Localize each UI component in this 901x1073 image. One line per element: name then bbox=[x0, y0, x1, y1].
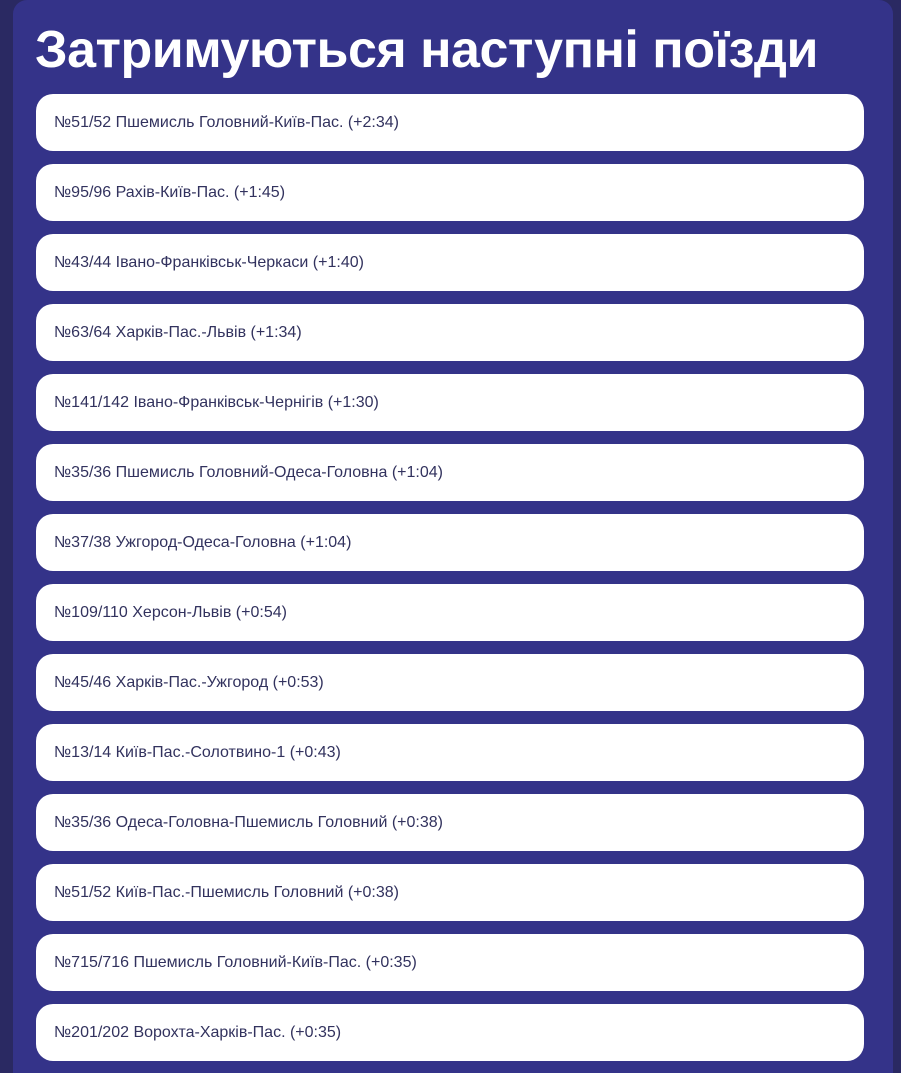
train-row-label: №109/110 Херсон-Львів (+0:54) bbox=[54, 603, 287, 621]
train-row bbox=[36, 234, 864, 291]
train-row-label: №37/38 Ужгород-Одеса-Головна (+1:04) bbox=[54, 533, 352, 551]
train-row-label: №43/44 Івано-Франківськ-Черкаси (+1:40) bbox=[54, 253, 364, 271]
train-row bbox=[36, 304, 864, 361]
train-row bbox=[36, 444, 864, 501]
train-row bbox=[36, 1004, 864, 1061]
train-row bbox=[36, 374, 864, 431]
train-row bbox=[36, 514, 864, 571]
train-row bbox=[36, 654, 864, 711]
train-row-label: №45/46 Харків-Пас.-Ужгород (+0:53) bbox=[54, 673, 324, 691]
train-row-label: №715/716 Пшемисль Головний-Київ-Пас. (+0:35) bbox=[54, 953, 417, 971]
train-row bbox=[36, 724, 864, 781]
train-row bbox=[36, 584, 864, 641]
train-row bbox=[36, 864, 864, 921]
train-row-label: №63/64 Харків-Пас.-Львів (+1:34) bbox=[54, 323, 302, 341]
train-row bbox=[36, 94, 864, 151]
page-title: Затримуються наступні поїзди bbox=[35, 21, 818, 79]
train-row-label: №201/202 Ворохта-Харків-Пас. (+0:35) bbox=[54, 1023, 342, 1041]
train-row-label: №35/36 Пшемисль Головний-Одеса-Головна (+1:04) bbox=[54, 463, 443, 481]
train-row-label: №51/52 Київ-Пас.-Пшемисль Головний (+0:38) bbox=[54, 883, 399, 901]
train-row-label: №51/52 Пшемисль Головний-Київ-Пас. (+2:34) bbox=[54, 113, 399, 131]
train-row bbox=[36, 794, 864, 851]
train-row bbox=[36, 164, 864, 221]
train-row-label: №35/36 Одеса-Головна-Пшемисль Головний (+0:38) bbox=[54, 813, 443, 831]
train-row-label: №95/96 Рахів-Київ-Пас. (+1:45) bbox=[54, 183, 286, 201]
train-list bbox=[34, 94, 870, 1061]
delayed-trains-board bbox=[13, 0, 893, 1073]
train-row bbox=[36, 934, 864, 991]
train-row-label: №141/142 Івано-Франківськ-Чернігів (+1:30) bbox=[54, 393, 379, 411]
train-row-label: №13/14 Київ-Пас.-Солотвино-1 (+0:43) bbox=[54, 743, 341, 761]
